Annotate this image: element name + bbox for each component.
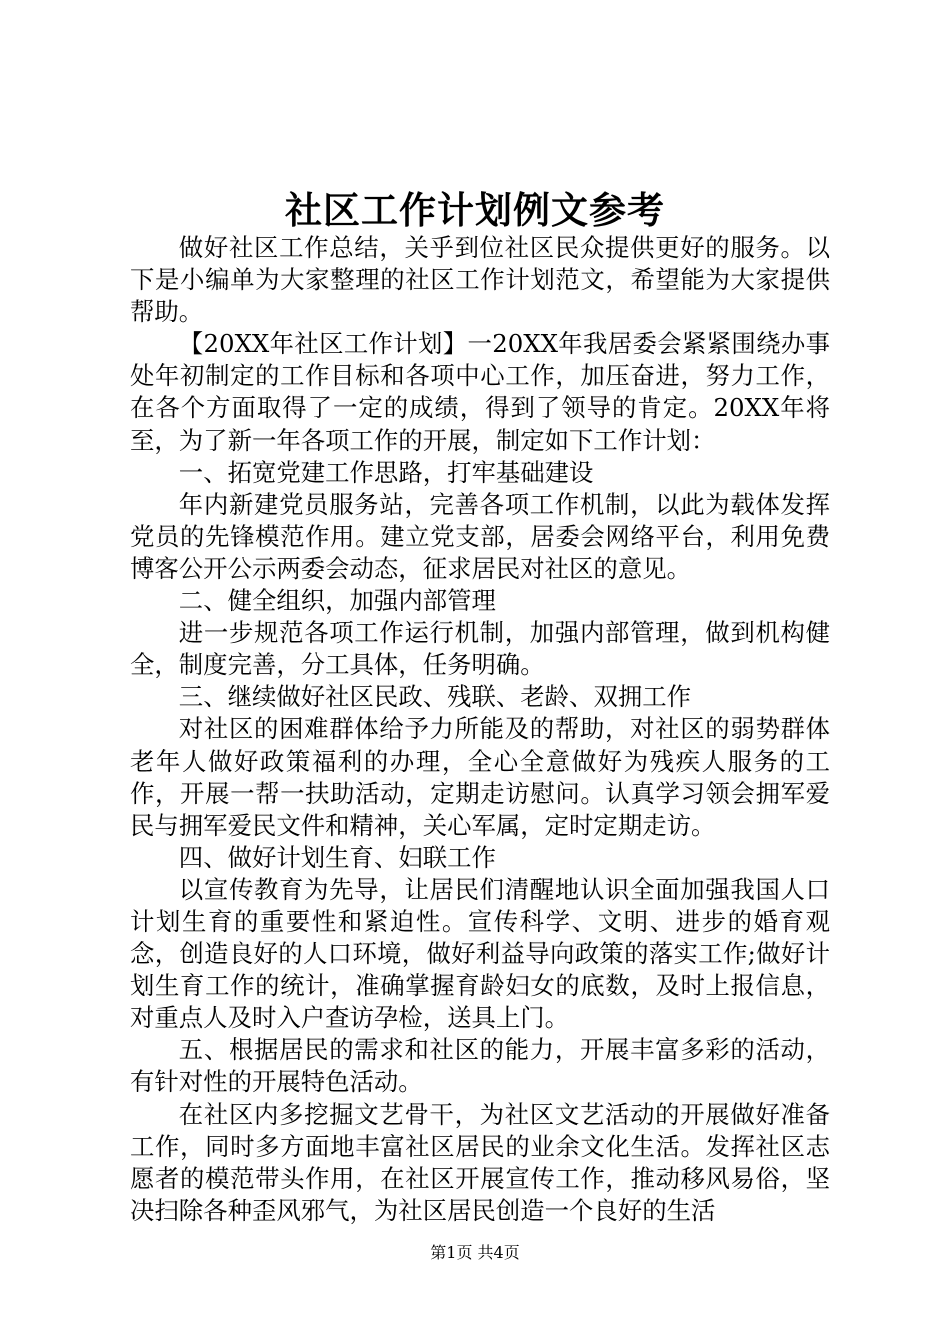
section-heading-family-planning: 四、做好计划生育、妇联工作 (178, 842, 496, 872)
paragraph-activities: 在社区内多挖掘文艺骨干，为社区文艺活动的开展做好准备工作，同时多方面地丰富社区居民的业余文化生活。发挥社区志愿者的模范带头作用，在社区开展宣传工作，推动移风易俗，坚决扫除各种歪风邪气，为社区居民创造一个良好的生活 (130, 1099, 830, 1225)
page-title: 社区工作计划例文参考 (285, 188, 665, 232)
paragraph-family-planning: 以宣传教育为先导，让居民们清醒地认识全面加强我国人口计划生育的重要性和紧迫性。宣传科学、文明、进步的婚育观念，创造良好的人口环境，做好利益导向政策的落实工作;做好计划生育工作的统计，准确掌握育龄妇女的底数，及时上报信息，对重点人及时入户查访孕检，送具上门。 (130, 874, 830, 1033)
paragraph-party-building: 年内新建党员服务站，完善各项工作机制，以此为载体发挥党员的先锋模范作用。建立党支部，居委会网络平台，利用免费博客公开公示两委会动态，征求居民对社区的意见。 (130, 489, 830, 583)
section-heading-party-building: 一、拓宽党建工作思路，打牢基础建设 (178, 457, 594, 487)
paragraph-civil-affairs: 对社区的困难群体给予力所能及的帮助，对社区的弱势群体老年人做好政策福利的办理，全心全意做好为残疾人服务的工作，开展一帮一扶助活动，定期走访慰问。认真学习领会拥军爱民与拥军爱民文件和精神，关心军属，定时定期走访。 (130, 714, 830, 840)
paragraph-organization: 进一步规范各项工作运行机制，加强内部管理，做到机构健全，制度完善，分工具体，任务明确。 (130, 618, 830, 680)
page-number: 第1页 共4页 (430, 1243, 520, 1262)
document-body (130, 232, 830, 1227)
paragraph-intro: 做好社区工作总结，关乎到位社区民众提供更好的服务。以下是小编单为大家整理的社区工作计划范文，希望能为大家提供帮助。 (130, 233, 830, 327)
section-heading-organization: 二、健全组织，加强内部管理 (178, 586, 496, 616)
paragraph-plan-overview: 【20XX年社区工作计划】一20XX年我居委会紧紧围绕办事处年初制定的工作目标和各项中心工作，加压奋进，努力工作，在各个方面取得了一定的成绩，得到了领导的肯定。20XX年将至，为了新一年各项工作的开展，制定如下工作计划： (130, 329, 830, 455)
section-heading-activities: 五、根据居民的需求和社区的能力，开展丰富多彩的活动，有针对性的开展特色活动。 (130, 1035, 830, 1097)
section-heading-civil-affairs: 三、继续做好社区民政、残联、老龄、双拥工作 (178, 682, 692, 712)
